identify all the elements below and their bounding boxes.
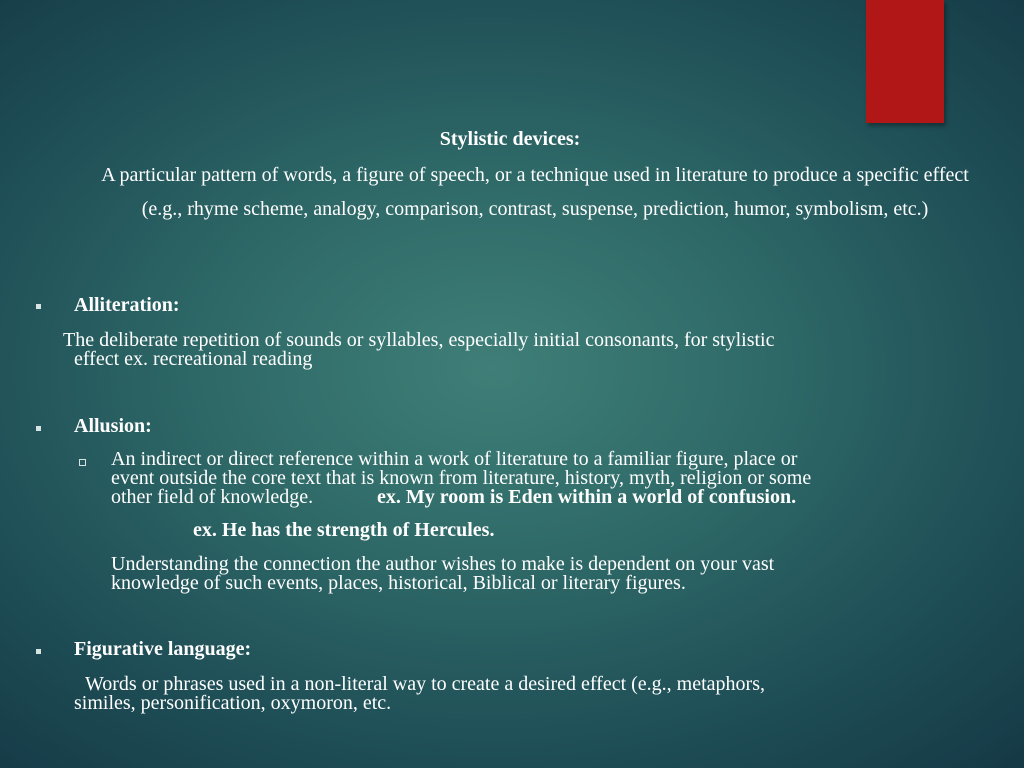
term-allusion: Allusion:	[74, 415, 152, 437]
allusion-example-2: ex. He has the strength of Hercules.	[193, 519, 495, 541]
allusion-definition-line1: An indirect or direct reference within a work of literature to a familiar figure, place or	[111, 448, 798, 470]
intro-paragraph: A particular pattern of words, a figure of speech, or a technique used in literature to produce a specific effect (e.g., rhyme scheme, analogy, comparison, contrast, suspense, prediction, humor, symbolism, etc.)	[101, 164, 969, 220]
bullet-icon	[36, 426, 41, 431]
slide-title: Stylistic devices:	[439, 128, 581, 150]
alliteration-definition-line2: effect ex. recreational reading	[74, 348, 313, 370]
sub-bullet-icon	[79, 459, 86, 466]
allusion-note-line1: Understanding the connection the author wishes to make is dependent on your vast	[111, 553, 775, 575]
alliteration-definition-line1: The deliberate repetition of sounds or syllables, especially initial consonants, for stylistic	[63, 329, 775, 351]
term-figurative-language: Figurative language:	[74, 638, 252, 660]
figurative-definition-line1: Words or phrases used in a non-literal way to create a desired effect (e.g., metaphors,	[85, 673, 765, 695]
term-alliteration: Alliteration:	[74, 294, 180, 316]
allusion-definition-line3: other field of knowledge.	[111, 486, 314, 508]
bullet-icon	[36, 304, 41, 309]
decorative-red-bar	[866, 0, 944, 123]
figurative-definition-line2: similes, personification, oxymoron, etc.	[74, 692, 392, 714]
allusion-example-1: ex. My room is Eden within a world of confusion.	[377, 486, 797, 508]
bullet-icon	[36, 649, 41, 654]
allusion-definition-line2: event outside the core text that is known from literature, history, myth, religion or some	[111, 467, 812, 489]
allusion-note-line2: knowledge of such events, places, historical, Biblical or literary figures.	[111, 572, 686, 594]
